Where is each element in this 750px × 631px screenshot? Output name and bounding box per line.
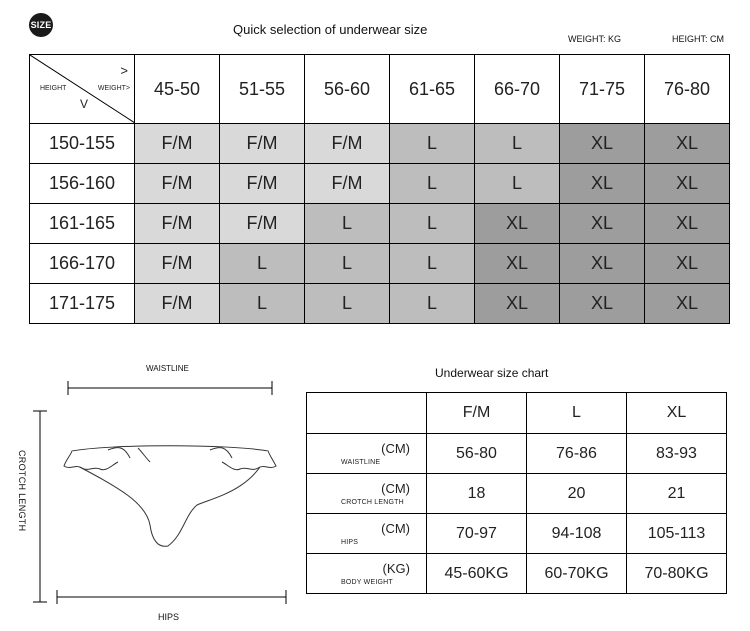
measurement-value: 56-80: [427, 434, 527, 474]
measurement-unit: (CM): [381, 481, 410, 496]
measurement-value: 83-93: [627, 434, 727, 474]
size-cell: F/M: [220, 204, 305, 244]
crotch-length-measure-line: [33, 411, 47, 602]
size-cell: L: [305, 244, 390, 284]
size-chart-table: [306, 392, 727, 594]
size-cell: XL: [560, 124, 645, 164]
measurement-label: [307, 474, 427, 514]
weight-arrow-icon: >: [120, 63, 128, 78]
size-cell: F/M: [135, 124, 220, 164]
size-header: XL: [627, 393, 727, 434]
size-cell: L: [475, 124, 560, 164]
weight-header: 45-50: [135, 55, 220, 124]
size-cell: L: [390, 204, 475, 244]
size-cell: L: [475, 164, 560, 204]
height-label: 166-170: [30, 244, 135, 284]
measurement-name: BODY WEIGHT: [341, 579, 393, 586]
height-arrow-icon: V: [80, 97, 89, 111]
size-cell: F/M: [305, 124, 390, 164]
weight-header: 61-65: [390, 55, 475, 124]
measurement-name: HIPS: [341, 539, 359, 546]
weight-unit-note: WEIGHT: KG: [568, 34, 622, 44]
size-cell: L: [220, 244, 305, 284]
weight-header: 71-75: [560, 55, 645, 124]
empty-header-cell: [307, 393, 427, 434]
size-cell: XL: [560, 164, 645, 204]
measurement-row: [307, 554, 727, 594]
hips-label: HIPS: [158, 612, 180, 622]
size-cell: L: [220, 284, 305, 324]
measurement-row: [307, 514, 727, 554]
size-badge: SIZE: [29, 13, 53, 37]
size-cell: F/M: [135, 284, 220, 324]
weight-header: 51-55: [220, 55, 305, 124]
measurement-value: 21: [627, 474, 727, 514]
measurement-value: 76-86: [527, 434, 627, 474]
size-header: F/M: [427, 393, 527, 434]
size-cell: L: [305, 284, 390, 324]
waistline-measure-line: [68, 381, 272, 395]
size-cell: XL: [475, 204, 560, 244]
hips-measure-line: [57, 590, 286, 604]
size-cell: XL: [475, 244, 560, 284]
measurement-value: 70-80KG: [627, 554, 727, 594]
size-cell: F/M: [305, 164, 390, 204]
size-cell: L: [390, 124, 475, 164]
size-header-row: [307, 393, 727, 434]
garment-diagram: [0, 0, 310, 631]
measurement-value: 18: [427, 474, 527, 514]
measurement-row: [307, 434, 727, 474]
size-cell: XL: [645, 284, 730, 324]
height-label: 156-160: [30, 164, 135, 204]
size-cell: XL: [560, 284, 645, 324]
height-unit-note: HEIGHT: CM: [672, 34, 725, 44]
size-cell: F/M: [135, 244, 220, 284]
underwear-icon: [64, 446, 276, 547]
measurement-value: 45-60KG: [427, 554, 527, 594]
size-cell: L: [305, 204, 390, 244]
height-label: 161-165: [30, 204, 135, 244]
quick-selection-title: Quick selection of underwear size: [233, 22, 428, 37]
size-cell: F/M: [220, 164, 305, 204]
crotch-length-label: CROTCH LENGTH: [17, 450, 27, 532]
size-cell: L: [390, 244, 475, 284]
measurement-label: [307, 514, 427, 554]
measurement-unit: (CM): [381, 441, 410, 456]
size-cell: XL: [645, 204, 730, 244]
size-cell: L: [390, 284, 475, 324]
size-cell: XL: [645, 244, 730, 284]
waistline-label: WAISTLINE: [146, 364, 189, 373]
size-cell: XL: [475, 284, 560, 324]
size-cell: L: [390, 164, 475, 204]
size-cell: F/M: [220, 124, 305, 164]
measurement-label: [307, 434, 427, 474]
measurement-value: 94-108: [527, 514, 627, 554]
height-axis-label: HEIGHT: [40, 85, 67, 92]
height-label: 171-175: [30, 284, 135, 324]
measurement-value: 70-97: [427, 514, 527, 554]
measurement-name: WAISTLINE: [341, 459, 381, 466]
weight-header: 56-60: [305, 55, 390, 124]
weight-header: 66-70: [475, 55, 560, 124]
size-cell: F/M: [135, 204, 220, 244]
size-cell: XL: [645, 164, 730, 204]
measurement-label: [307, 554, 427, 594]
measurement-value: 60-70KG: [527, 554, 627, 594]
size-chart-title: Underwear size chart: [435, 366, 549, 380]
weight-header: 76-80: [645, 55, 730, 124]
weight-axis-label: WEIGHT>: [97, 85, 130, 92]
size-cell: XL: [560, 204, 645, 244]
size-cell: F/M: [135, 164, 220, 204]
measurement-unit: (CM): [381, 521, 410, 536]
measurement-value: 20: [527, 474, 627, 514]
measurement-row: [307, 474, 727, 514]
measurement-value: 105-113: [627, 514, 727, 554]
measurement-unit: (KG): [382, 561, 410, 576]
size-cell: XL: [645, 124, 730, 164]
size-header: L: [527, 393, 627, 434]
size-cell: XL: [560, 244, 645, 284]
measurement-name: CROTCH LENGTH: [341, 499, 404, 506]
height-label: 150-155: [30, 124, 135, 164]
